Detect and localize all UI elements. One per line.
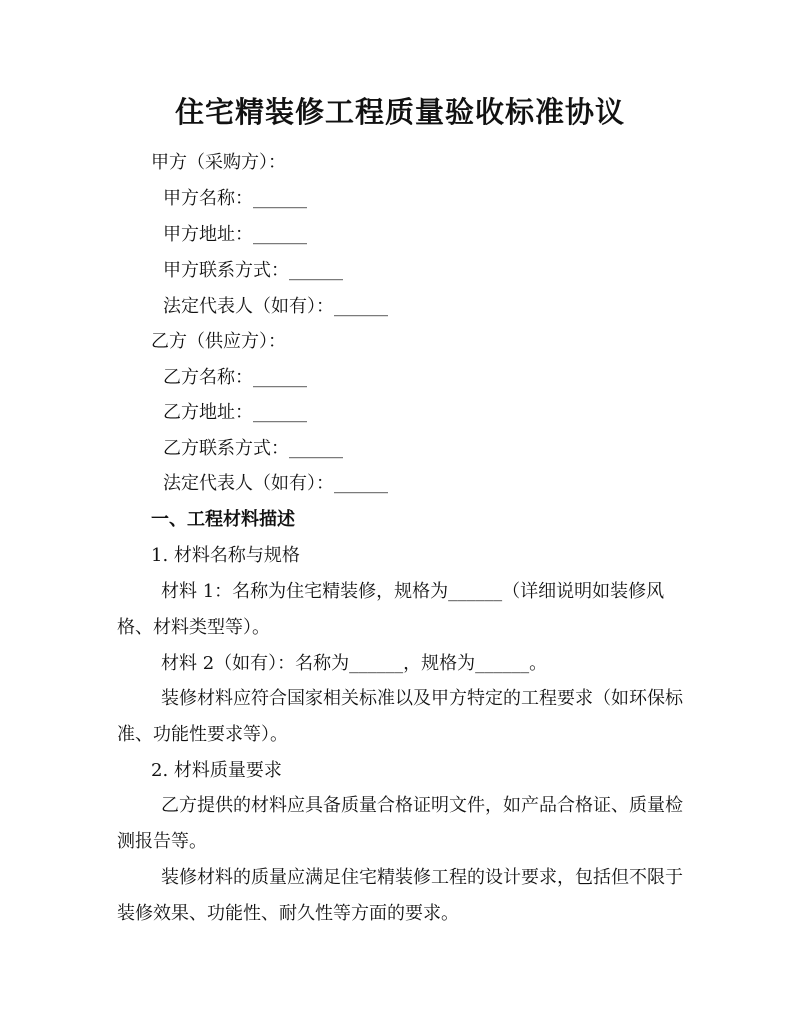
party-a-representative-field: 法定代表人（如有）：______ xyxy=(163,296,388,317)
material-2-paragraph: 材料 2（如有）：名称为______，规格为______。 xyxy=(161,653,548,674)
party-b-contact-field: 乙方联系方式：______ xyxy=(163,438,343,459)
subsection-2-heading: 2. 材料质量要求 xyxy=(151,760,282,781)
material-1-paragraph: 材料 1：名称为住宅精装修，规格为______（详细说明如装修风格、材料类型等）。 xyxy=(117,581,665,638)
section-1-heading: 一、工程材料描述 xyxy=(151,509,295,530)
design-requirement-paragraph: 装修材料的质量应满足住宅精装修工程的设计要求，包括但不限于装修效果、功能性、耐久性等方面的要求。 xyxy=(117,867,683,924)
party-a-contact-field: 甲方联系方式：______ xyxy=(163,260,343,281)
party-b-heading: 乙方（供应方）： xyxy=(151,331,286,352)
party-b-name-field: 乙方名称：______ xyxy=(163,367,307,388)
certificate-paragraph: 乙方提供的材料应具备质量合格证明文件，如产品合格证、质量检测报告等。 xyxy=(117,795,683,852)
party-a-name-field: 甲方名称：______ xyxy=(163,188,307,209)
party-b-address-field: 乙方地址：______ xyxy=(163,402,307,423)
party-a-address-field: 甲方地址：______ xyxy=(163,224,307,245)
standard-paragraph: 装修材料应符合国家相关标准以及甲方特定的工程要求（如环保标准、功能性要求等）。 xyxy=(117,688,683,745)
subsection-1-heading: 1. 材料名称与规格 xyxy=(151,545,300,566)
party-a-heading: 甲方（采购方）： xyxy=(151,152,286,173)
party-b-representative-field: 法定代表人（如有）：______ xyxy=(163,473,388,494)
document-title: 住宅精装修工程质量验收标准协议 xyxy=(174,95,625,129)
